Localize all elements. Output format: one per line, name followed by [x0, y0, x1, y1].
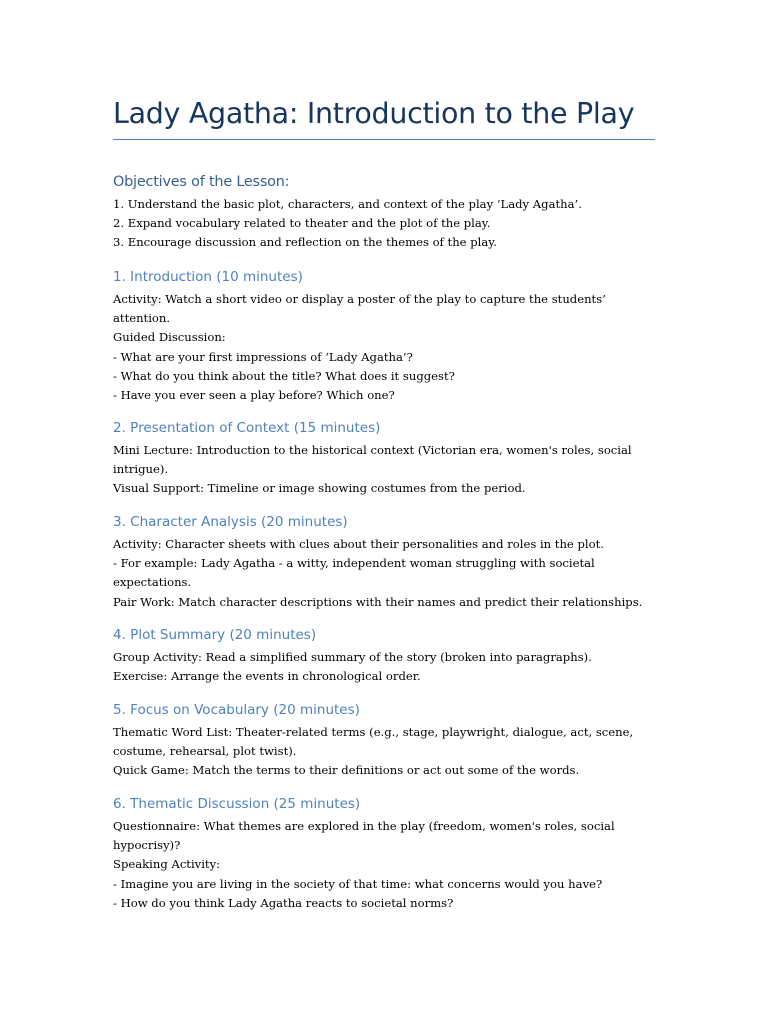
section-introduction — [113, 265, 673, 405]
text-line: Pair Work: Match character descriptions with their names and predict their relationships. — [113, 594, 643, 609]
section-body — [113, 817, 673, 913]
text-line: - Have you ever seen a play before? Which one? — [113, 388, 395, 403]
text-line: Group Activity: Read a simplified summary of the story (broken into paragraphs). — [113, 650, 592, 664]
section-character-analysis — [113, 510, 673, 612]
text-line: costume, rehearsal, plot twist). — [113, 744, 297, 759]
section-body — [113, 648, 673, 686]
section-body — [113, 723, 673, 781]
text-line: - How do you think Lady Agatha reacts to societal norms? — [113, 895, 454, 910]
text-line: Quick Game: Match the terms to their definitions or act out some of the words. — [113, 763, 580, 778]
section-heading: 5. Focus on Vocabulary (20 minutes) — [113, 702, 360, 718]
section-heading: 2. Presentation of Context (15 minutes) — [113, 420, 381, 436]
text-line: - Imagine you are living in the society of that time: what concerns would you have? — [113, 876, 603, 891]
section-body — [113, 195, 673, 253]
section-body — [113, 441, 673, 499]
section-heading: 3. Character Analysis (20 minutes) — [113, 514, 348, 530]
text-line: Thematic Word List: Theater-related terms (e.g., stage, playwright, dialogue, act, scene, — [113, 725, 634, 739]
text-line: Activity: Watch a short video or display a poster of the play to capture the students’ — [113, 292, 606, 306]
section-body — [113, 535, 673, 612]
text-line: Speaking Activity: — [113, 857, 221, 872]
text-line: intrigue). — [113, 462, 169, 477]
text-line: Mini Lecture: Introduction to the historical context (Victorian era, women's roles, social — [113, 443, 632, 457]
text-line: - For example: Lady Agatha - a witty, independent woman struggling with societal — [113, 556, 595, 571]
section-heading: 4. Plot Summary (20 minutes) — [113, 627, 317, 643]
text-line: Guided Discussion: — [113, 330, 226, 345]
section-context — [113, 416, 673, 499]
text-line: 3. Encourage discussion and reflection on the themes of the play. — [113, 235, 497, 250]
text-line: 2. Expand vocabulary related to theater and the plot of the play. — [113, 216, 491, 231]
text-line: Questionnaire: What themes are explored in the play (freedom, women's roles, social — [113, 819, 615, 833]
section-heading: Objectives of the Lesson: — [113, 174, 290, 190]
section-body — [113, 290, 673, 405]
section-thematic-discussion — [113, 792, 673, 913]
text-line: 1. Understand the basic plot, characters, and context of the play ‘Lady Agatha’. — [113, 197, 582, 211]
text-line: Visual Support: Timeline or image showing costumes from the period. — [113, 481, 526, 496]
section-objectives — [113, 170, 673, 253]
section-heading: 6. Thematic Discussion (25 minutes) — [113, 796, 361, 812]
section-heading: 1. Introduction (10 minutes) — [113, 269, 303, 285]
text-line: - What are your first impressions of ‘Lady Agatha’? — [113, 349, 413, 364]
document-title: Lady Agatha: Introduction to the Play — [113, 97, 635, 130]
text-line: hypocrisy)? — [113, 838, 181, 853]
text-line: attention. — [113, 311, 171, 326]
text-line: expectations. — [113, 575, 192, 590]
text-line: - What do you think about the title? What does it suggest? — [113, 368, 455, 383]
title-underline — [113, 139, 655, 140]
text-line: Exercise: Arrange the events in chronological order. — [113, 669, 421, 684]
text-line: Activity: Character sheets with clues about their personalities and roles in the plot. — [113, 537, 604, 551]
section-vocabulary — [113, 698, 673, 781]
section-plot-summary — [113, 623, 673, 686]
